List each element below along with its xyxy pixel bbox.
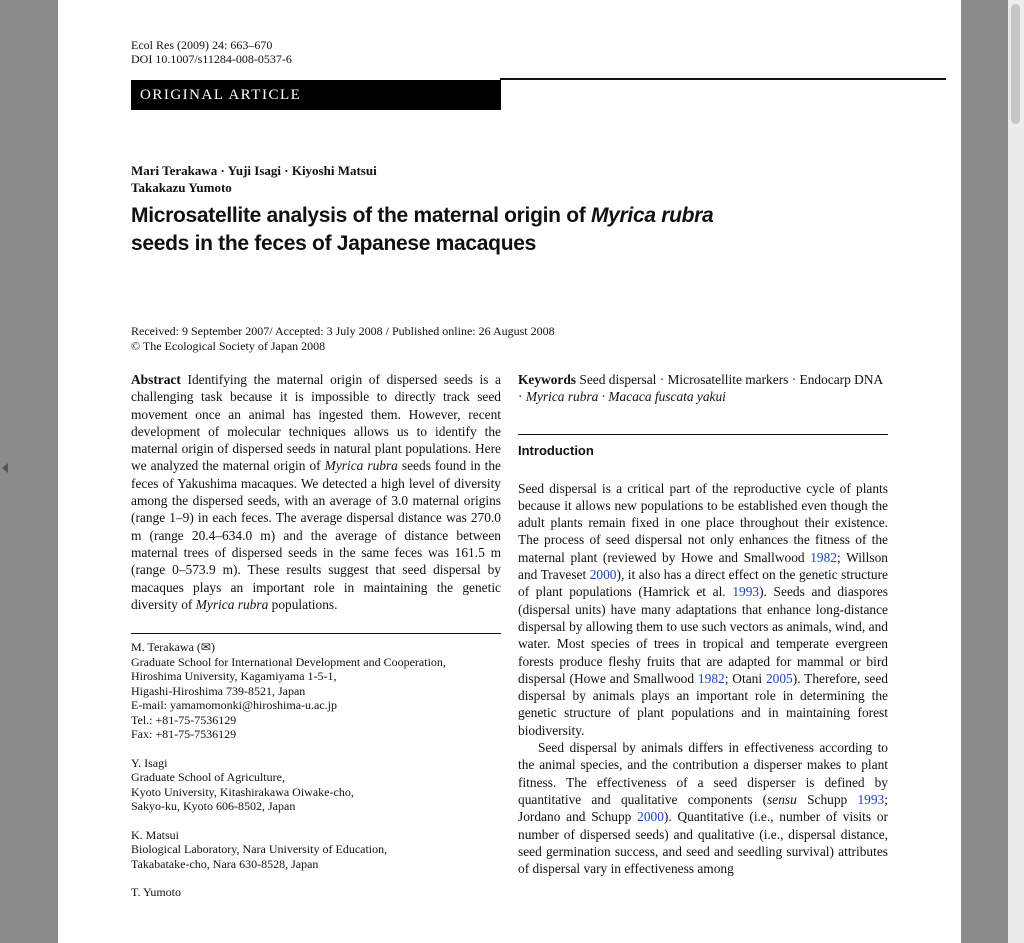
citation-link[interactable]: 1993 [732,584,760,600]
intro-rule [518,434,888,435]
article-type-band: ORIGINAL ARTICLE [131,80,501,110]
text-run: Seed dispersal is a critical part of the reproductive cycle of plants because it allows new populations to be established even though the adult plants remain fixed in one place throughout their existence. The process of seed dispersal not only enhances the fitness of the maternal plant (reviewed by Howe and Smallwood [518,480,888,565]
affil-line: Kyoto University, Kitashirakawa Oiwake-cho, [131,784,354,799]
citation-link[interactable]: 2000 [637,809,664,825]
abstract-text-a: Identifying the maternal origin of dispersed seeds is a challenging task because it is impossible to directly track seed movement once an animal has ingested them. However, recent development of molecular techniques allows us to identify the maternal origin of dispersed seeds in natural plant populations. Here we analyzed the maternal origin of [131,372,501,474]
authors-line-2: Takakazu Yumoto [131,180,232,195]
text-run: ). Quantitative (i.e., number of visits or number of dispersed seeds) and qualitative (i.e., dispersal distance, seed germination success, and seed and seedling survival) attributes of dispersal vary in effectiveness among [518,809,888,877]
affil-line: Graduate School of Agriculture, [131,770,285,785]
title-part-2: seeds in the feces of Japanese macaques [131,232,536,255]
affil-line: Takabatake-cho, Nara 630-8528, Japan [131,856,319,871]
affil-line: Biological Laboratory, Nara University of Education, [131,842,388,857]
authors-line-1: Mari Terakawa · Yuji Isagi · Kiyoshi Matsui [131,163,377,178]
abstract-text-b: seeds found in the feces of Yakushima macaques. We detected a high level of diversity among the dispersed seeds, with an average of 3.0 maternal origins (range 1–9) in each feces. The average dispersal distance was 270.0 m (range 20.4–634.0 m) and the average of distance between maternal trees of dispersed seeds in the same feces was 161.5 m (range 0–573.9 m). These results suggest that seed dispersal by macaques plays an important role in maintaining the genetic diversity of [131,458,501,612]
abstract-species-1: Myrica rubra [324,458,398,474]
affiliations [131,640,501,900]
title-species: Myrica rubra [590,204,714,227]
affil-line: K. Matsui [131,827,179,842]
journal-info [131,38,292,66]
text-run: ; Jordano and Schupp [518,791,888,825]
journal-doi: DOI 10.1007/s11284-008-0537-6 [131,52,292,66]
affil-line: Tel.: +81-75-7536129 [131,712,237,727]
affil-line: M. Terakawa (✉) [131,640,215,655]
citation-link[interactable]: 1982 [697,670,725,686]
text-run: ). Seeds and diaspores (dispersal units) have many adaptations that enhance long-distance dispersal by allowing them to use such vectors as animals, wind, and water. Most species of trees in tropical and temperate evergreen forests produce fleshy fruits that are adapted for mammal or bird dispersal (Howe and Smallwood [518,584,888,686]
text-run: ; Otani [724,670,763,686]
author-list [131,162,377,196]
introduction-body [518,480,888,878]
keywords-text: Seed dispersal · Microsatellite markers · Endocarp DNA · [518,372,883,405]
journal-citation: Ecol Res (2009) 24: 663–670 [131,38,273,52]
italic-term: sensu [767,791,797,807]
affil-line: Y. Isagi [131,755,168,770]
copyright-line: © The Ecological Society of Japan 2008 [131,339,326,353]
text-run: ; Willson and Traveset [518,549,888,583]
affil-line: Sakyo-ku, Kyoto 606-8502, Japan [131,799,296,814]
scrollbar-thumb[interactable] [1011,4,1020,124]
abstract-text-c: populations. [271,596,338,612]
header-rule [500,78,946,80]
affil-line: Hiroshima University, Kagamiyama 1-5-1, [131,669,337,684]
abstract-label: Abstract [131,372,181,387]
citation-link[interactable]: 2000 [589,567,617,583]
publication-dates [131,324,555,354]
collapse-arrow-icon[interactable] [2,463,8,473]
text-run: Seed dispersal by animals differs in effectiveness according to the animal species, and the contribution a disperser makes to plant fitness. The effectiveness of a seed disperser is defined by quantitative and qualitative components ( [518,740,888,807]
paper-title [131,202,831,258]
email-line: E-mail: yamamomonki@hiroshima-u.ac.jp [131,698,338,713]
left-column [131,371,501,914]
citation-link[interactable]: 2005 [765,670,793,686]
affil-line: Graduate School for International Development and Cooperation, [131,654,446,669]
affiliation-matsui [131,828,501,872]
affiliation-rule [131,633,501,634]
keywords [518,371,888,406]
vertical-scrollbar[interactable] [1008,0,1024,943]
right-column [518,371,888,877]
affil-line: Fax: +81-75-7536129 [131,727,237,742]
introduction-heading: Introduction [518,442,594,458]
text-run: ), it also has a direct effect on the genetic structure of plant populations (Hamrick et al. [518,567,888,600]
affiliation-yumoto [131,885,501,900]
intro-paragraph-1 [518,480,888,739]
affil-line: T. Yumoto [131,885,181,900]
text-run: ). Therefore, seed dispersal by animals plays an important role in determining the genetic structure of plant populations and in maintaining forest biodiversity. [518,670,888,738]
text-run: Schupp [807,791,848,807]
citation-link[interactable]: 1993 [857,791,885,807]
pdf-page [58,0,961,943]
abstract [131,371,501,613]
affiliation-isagi [131,756,501,814]
keywords-species: Myrica rubra · Macaca fuscata yakui [525,389,726,405]
affil-line: Higashi-Hiroshima 739-8521, Japan [131,683,306,698]
intro-paragraph-2 [518,739,888,877]
citation-link[interactable]: 1982 [810,549,837,565]
abstract-species-2: Myrica rubra [195,596,269,612]
affiliation-terakawa [131,640,501,742]
keywords-label: Keywords [518,372,577,387]
title-part-1: Microsatellite analysis of the maternal origin of [131,204,586,227]
dates-line: Received: 9 September 2007/ Accepted: 3 July 2008 / Published online: 26 August 2008 [131,324,555,338]
